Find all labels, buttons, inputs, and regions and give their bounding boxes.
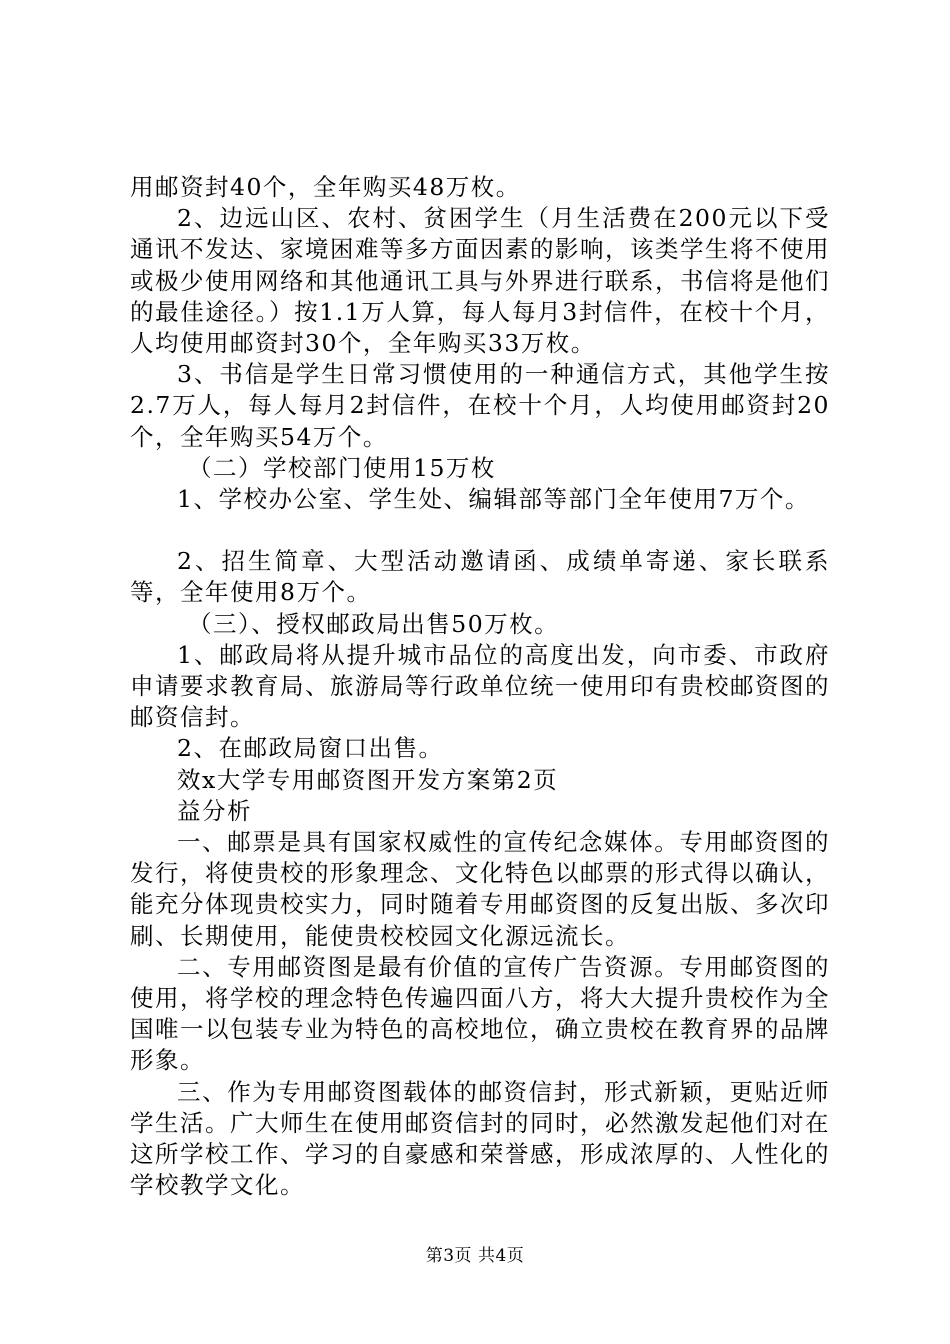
paragraph: 1、学校办公室、学生处、编辑部等部门全年使用7万个。 — [177, 485, 810, 514]
paragraph: 效x大学专用邮资图开发方案第2页 — [177, 765, 559, 794]
paragraph: 2、招生简章、大型活动邀请函、成绩单寄递、家长联系等，全年使用8万个。 — [130, 547, 830, 607]
section-heading: （二）学校部门使用15万枚 — [188, 453, 496, 482]
paragraph: 1、邮政局将从提升城市品位的高度出发，向市委、市政府申请要求教育局、旅游局等行政单位统一使用印有贵校邮资图的邮资信封。 — [130, 640, 830, 732]
paragraph: 2、在邮政局窗口出售。 — [177, 734, 444, 763]
paragraph: 三、作为专用邮资图载体的邮资信封，形式新颖，更贴近师学生活。广大师生在使用邮资信封的同时，必然激发起他们对在这所学校工作、学习的自豪感和荣誉感，形成浓厚的、人性化的学校教学文化。 — [130, 1077, 830, 1200]
paragraph: 用邮资封40个，全年购买48万枚。 — [130, 173, 521, 201]
page-footer: 第3页 共4页 — [425, 1246, 525, 1266]
paragraph: 2、边远山区、农村、贫困学生（月生活费在200元以下受通讯不发达、家境困难等多方面因素的影响，该类学生将不使用或极少使用网络和其他通讯工具与外界进行联系，书信将是他们的最佳途径。）按1.1万人算，每人每月3封信件，在校十个月，人均使用邮资封30个，全年购买33万枚。 — [130, 204, 830, 358]
paragraph: 3、书信是学生日常习惯使用的一种通信方式，其他学生按2.7万人，每人每月2封信件，在校十个月，人均使用邮资封20个，全年购买54万个。 — [130, 360, 830, 451]
paragraph: 一、邮票是具有国家权威性的宣传纪念媒体。专用邮资图的发行，将使贵校的形象理念、文化特色以邮票的形式得以确认，能充分体现贵校实力，同时随着专用邮资图的反复出版、多次印刷、长期使用，能使贵校校园文化源远流长。 — [130, 828, 830, 950]
paragraph-gap — [130, 515, 830, 546]
section-heading: （三）、授权邮政局出售50万枚。 — [188, 609, 560, 638]
paragraph: 二、专用邮资图是最有价值的宣传广告资源。专用邮资图的使用，将学校的理念特色传遍四面八方，将大大提升贵校作为全国唯一以包装专业为特色的高校地位，确立贵校在教育界的品牌形象。 — [130, 952, 830, 1075]
paragraph: 益分析 — [177, 796, 252, 825]
document-body — [130, 172, 830, 1202]
